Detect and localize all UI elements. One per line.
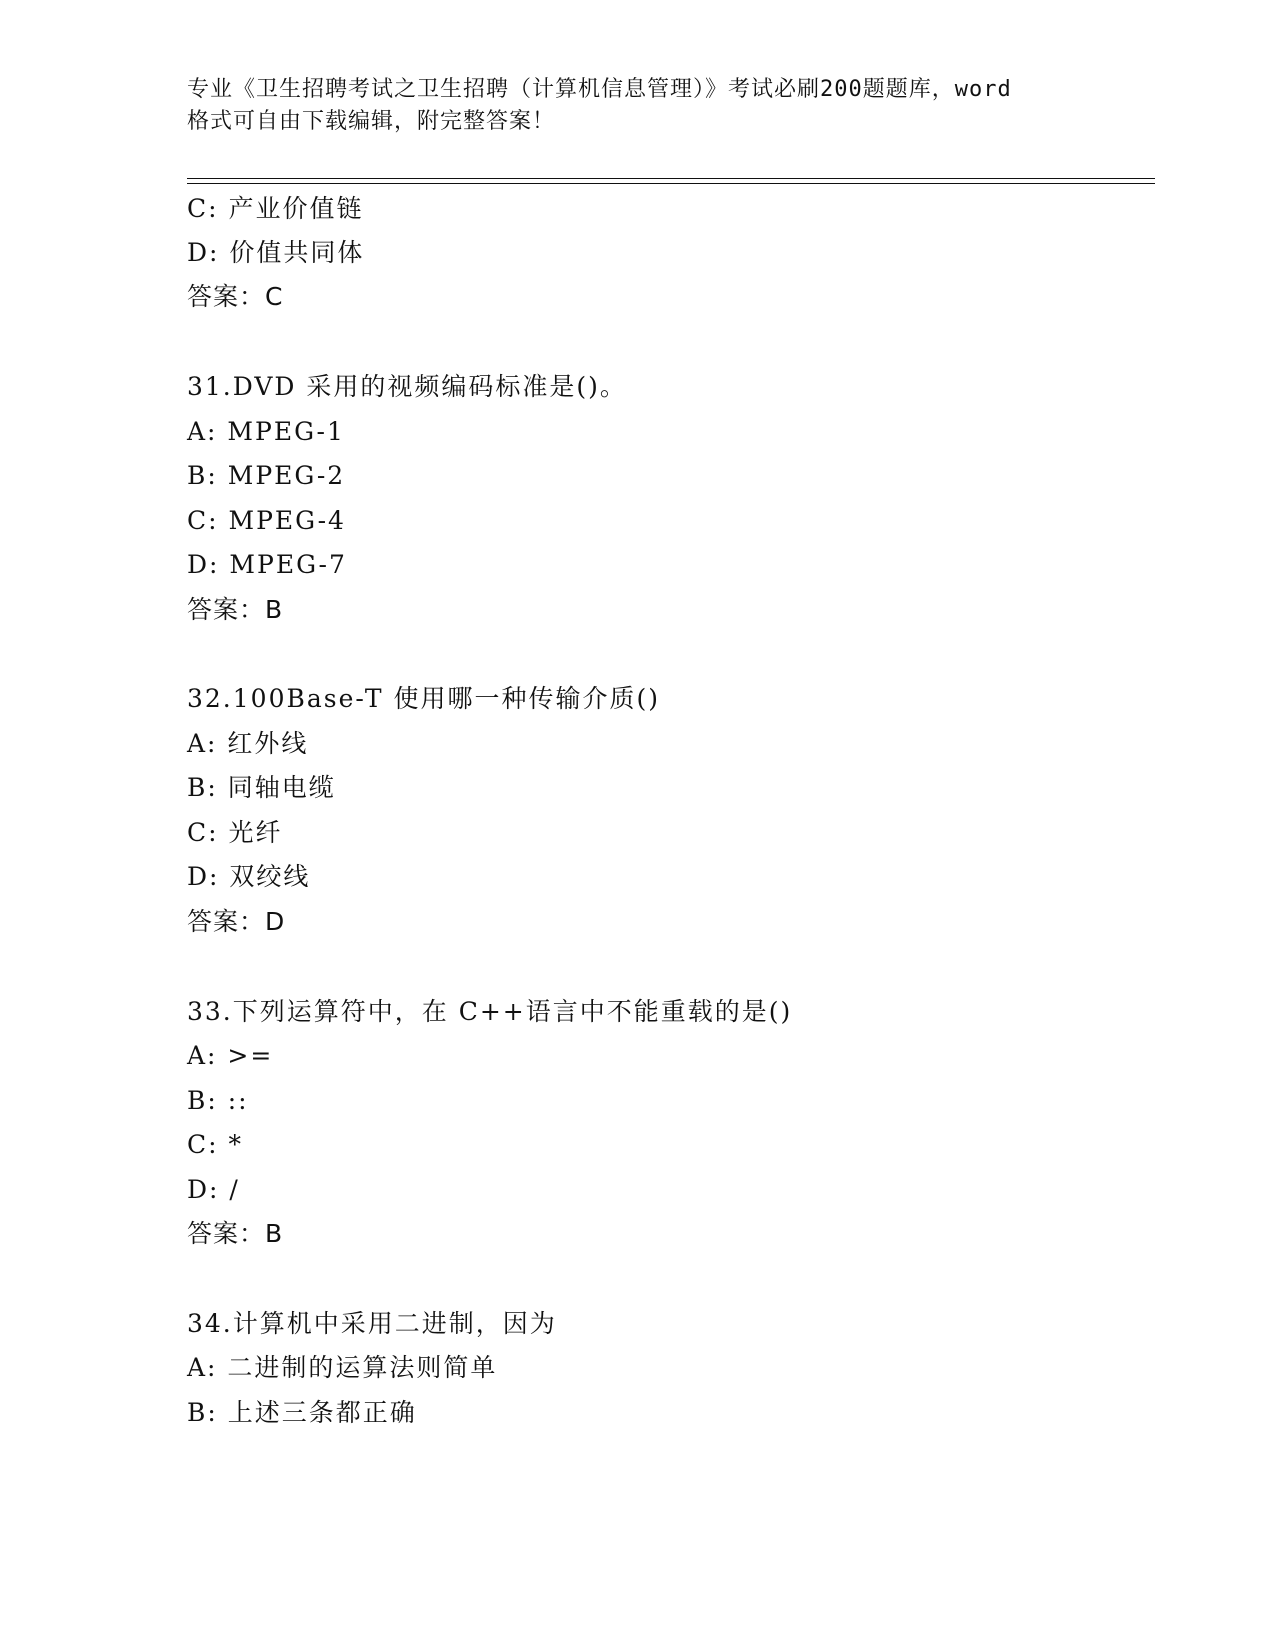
q30-option-d: D: 价值共同体	[187, 238, 365, 267]
q33-option-c: C: *	[187, 1130, 243, 1159]
q31-question: 31.DVD 采用的视频编码标准是()。	[187, 372, 627, 401]
q30-answer: 答案：C	[187, 282, 284, 311]
header-divider-bottom	[187, 183, 1155, 184]
q30-option-c: C: 产业价值链	[187, 194, 364, 223]
q32-option-d: D: 双绞线	[187, 862, 311, 891]
q33-question: 33.下列运算符中，在 C++语言中不能重载的是()	[187, 997, 793, 1026]
q32-option-a: A: 红外线	[187, 729, 309, 758]
q33-answer: 答案：B	[187, 1219, 284, 1248]
q32-option-b: B: 同轴电缆	[187, 773, 336, 802]
header-divider-top	[187, 178, 1155, 179]
header-line-1: 专业《卫生招聘考试之卫生招聘（计算机信息管理）》考试必刷200题题库，word	[187, 77, 1012, 102]
q31-option-b: B: MPEG-2	[187, 461, 346, 490]
q33-option-d: D: /	[187, 1175, 240, 1204]
q31-option-d: D: MPEG-7	[187, 550, 347, 579]
header-line-2: 格式可自由下载编辑，附完整答案！	[187, 109, 556, 134]
document-header	[187, 74, 1087, 138]
q32-option-c: C: 光纤	[187, 818, 283, 847]
q33-option-a: A: >=	[187, 1041, 274, 1070]
q32-question: 32.100Base-T 使用哪一种传输介质()	[187, 684, 661, 713]
q31-answer: 答案：B	[187, 595, 284, 624]
q34-question: 34.计算机中采用二进制，因为	[187, 1309, 557, 1338]
q34-option-a: A: 二进制的运算法则简单	[187, 1353, 498, 1382]
q33-option-b: B: ::	[187, 1086, 249, 1115]
q31-option-a: A: MPEG-1	[187, 417, 345, 446]
q31-option-c: C: MPEG-4	[187, 506, 346, 535]
q32-answer: 答案：D	[187, 907, 286, 936]
q34-option-b: B: 上述三条都正确	[187, 1398, 417, 1427]
